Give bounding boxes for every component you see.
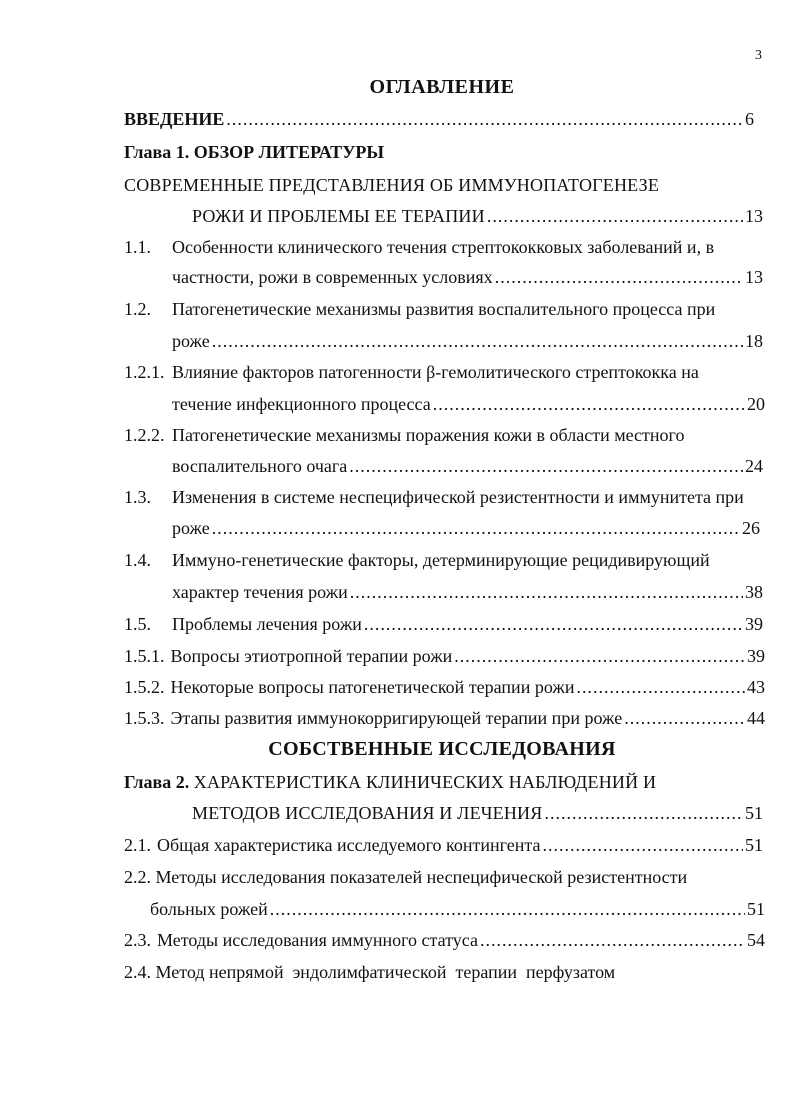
entry-number: 1.5.1. bbox=[124, 646, 165, 666]
entry-number: 1.2.1. bbox=[124, 362, 165, 382]
entry-title: Вопросы этиотропной терапии рожи bbox=[170, 646, 453, 666]
toc-entry-2-4[interactable] bbox=[124, 961, 615, 983]
chapter2-title-line2: МЕТОДОВ ИССЛЕДОВАНИЯ И ЛЕЧЕНИЯ bbox=[192, 803, 543, 823]
entry-title-line1: Особенности клинического течения стрептококковых заболеваний и, в bbox=[172, 237, 715, 257]
chapter1-page: 13 bbox=[745, 206, 763, 226]
intro-page: 6 bbox=[745, 109, 754, 129]
entry-page: 13 bbox=[745, 267, 763, 287]
chapter1-heading bbox=[124, 141, 384, 163]
entry-title: Некоторые вопросы патогенетической терапии рожи bbox=[170, 677, 575, 697]
entry-number: 1.4. bbox=[124, 550, 151, 570]
page-number: 3 bbox=[755, 48, 762, 63]
chapter1-prefix: Глава 1. bbox=[124, 142, 190, 162]
entry-page: 51 bbox=[745, 835, 763, 855]
toc-entry-1-3[interactable] bbox=[172, 517, 760, 539]
entry-page: 18 bbox=[745, 331, 763, 351]
chapter1-subtitle-line2: РОЖИ И ПРОБЛЕМЫ ЕЕ ТЕРАПИИ bbox=[192, 206, 485, 226]
toc-entry-1-4[interactable] bbox=[172, 581, 763, 603]
toc-entry-chapter1[interactable] bbox=[192, 205, 763, 227]
toc-entry-1-2-1[interactable] bbox=[172, 393, 765, 415]
intro-label: ВВЕДЕНИЕ bbox=[124, 109, 225, 129]
entry-number: 1.2. bbox=[124, 299, 151, 319]
leader-dots bbox=[624, 707, 745, 729]
own-research-heading: СОБСТВЕННЫЕ ИССЛЕДОВАНИЯ bbox=[268, 738, 616, 760]
entry-number: 1.1. bbox=[124, 237, 151, 257]
entry-number: 1.5.3. bbox=[124, 708, 165, 728]
toc-entry-intro[interactable] bbox=[124, 108, 754, 130]
chapter2-heading bbox=[124, 771, 656, 793]
entry-title: Проблемы лечения рожи bbox=[172, 614, 362, 634]
leader-dots bbox=[226, 108, 743, 130]
entry-page: 24 bbox=[745, 456, 763, 476]
toc-entry-2-2[interactable] bbox=[150, 898, 765, 920]
chapter1-subtitle-line1: СОВРЕМЕННЫЕ ПРЕДСТАВЛЕНИЯ ОБ ИММУНОПАТОГЕНЕЗЕ bbox=[124, 175, 660, 195]
entry-page: 44 bbox=[747, 708, 765, 728]
leader-dots bbox=[212, 517, 740, 539]
entry-number: 1.5. bbox=[124, 614, 151, 634]
entry-title: Общая характеристика исследуемого контингента bbox=[157, 835, 541, 855]
entry-title-line2: роже bbox=[172, 331, 210, 351]
entry-title-line2: больных рожей bbox=[150, 899, 268, 919]
toc-entry-1-5-2[interactable] bbox=[124, 676, 765, 698]
entry-title-line1: Патогенетические механизмы поражения кожи в области местного bbox=[172, 425, 685, 445]
entry-title-line1: Влияние факторов патогенности β-гемолитического стрептококка на bbox=[172, 362, 699, 382]
entry-number: 2.1. bbox=[124, 835, 151, 855]
leader-dots bbox=[454, 645, 745, 667]
leader-dots bbox=[350, 581, 743, 603]
entry-title-line1: Изменения в системе неспецифической резистентности и иммунитета при bbox=[172, 487, 744, 507]
leader-dots bbox=[364, 613, 743, 635]
toc-entry-1-5[interactable] bbox=[172, 613, 763, 635]
entry-title: Методы исследования иммунного статуса bbox=[157, 930, 478, 950]
chapter1-title: ОБЗОР ЛИТЕРАТУРЫ bbox=[193, 142, 385, 162]
entry-title-line2: частности, рожи в современных условиях bbox=[172, 267, 493, 287]
entry-title-line1: Патогенетические механизмы развития воспалительного процесса при bbox=[172, 299, 716, 319]
leader-dots bbox=[349, 455, 743, 477]
toc-entry-1-5-1[interactable] bbox=[124, 645, 765, 667]
entry-title-line1: Методы исследования показателей неспецифической резистентности bbox=[155, 867, 688, 887]
entry-number: 2.3. bbox=[124, 930, 151, 950]
leader-dots bbox=[212, 330, 743, 352]
toc-entry-chapter2[interactable] bbox=[192, 802, 763, 824]
toc-entry-1-5-3[interactable] bbox=[124, 707, 765, 729]
entry-page: 39 bbox=[747, 646, 765, 666]
toc-entry-2-2-line1 bbox=[124, 866, 687, 888]
leader-dots bbox=[495, 266, 743, 288]
entry-title-line1: Иммуно-генетические факторы, детерминирующие рецидивирующий bbox=[172, 550, 710, 570]
toc-entry-1-2[interactable] bbox=[172, 330, 763, 352]
entry-number: 1.5.2. bbox=[124, 677, 165, 697]
entry-page: 38 bbox=[745, 582, 763, 602]
leader-dots bbox=[433, 393, 745, 415]
chapter2-page: 51 bbox=[745, 803, 763, 823]
entry-title-line2: роже bbox=[172, 518, 210, 538]
leader-dots bbox=[480, 929, 745, 951]
entry-page: 54 bbox=[747, 930, 765, 950]
entry-title: Метод непрямой эндолимфатической терапии перфузатом bbox=[155, 962, 616, 982]
toc-entry-1-1[interactable] bbox=[172, 266, 763, 288]
entry-page: 43 bbox=[747, 677, 765, 697]
entry-title-line2: характер течения рожи bbox=[172, 582, 348, 602]
entry-page: 39 bbox=[745, 614, 763, 634]
entry-page: 20 bbox=[747, 394, 765, 414]
entry-page: 26 bbox=[742, 518, 760, 538]
leader-dots bbox=[270, 898, 745, 920]
leader-dots bbox=[543, 834, 744, 856]
leader-dots bbox=[487, 205, 743, 227]
toc-title: ОГЛАВЛЕНИЕ bbox=[369, 76, 515, 98]
chapter2-title-line1: ХАРАКТЕРИСТИКА КЛИНИЧЕСКИХ НАБЛЮДЕНИЙ И bbox=[193, 772, 657, 792]
entry-number: 1.2.2. bbox=[124, 425, 165, 445]
leader-dots bbox=[576, 676, 745, 698]
entry-number: 1.3. bbox=[124, 487, 151, 507]
entry-number: 2.2. bbox=[124, 867, 151, 887]
toc-entry-1-2-2[interactable] bbox=[172, 455, 763, 477]
leader-dots bbox=[544, 802, 743, 824]
toc-entry-2-3[interactable] bbox=[124, 929, 765, 951]
entry-title-line2: воспалительного очага bbox=[172, 456, 348, 476]
toc-entry-2-1[interactable] bbox=[124, 834, 763, 856]
entry-number: 2.4. bbox=[124, 962, 151, 982]
entry-title-line2: течение инфекционного процесса bbox=[172, 394, 431, 414]
entry-title: Этапы развития иммунокорригирующей терапии при роже bbox=[170, 708, 623, 728]
chapter2-prefix: Глава 2. bbox=[124, 772, 190, 792]
entry-page: 51 bbox=[747, 899, 765, 919]
